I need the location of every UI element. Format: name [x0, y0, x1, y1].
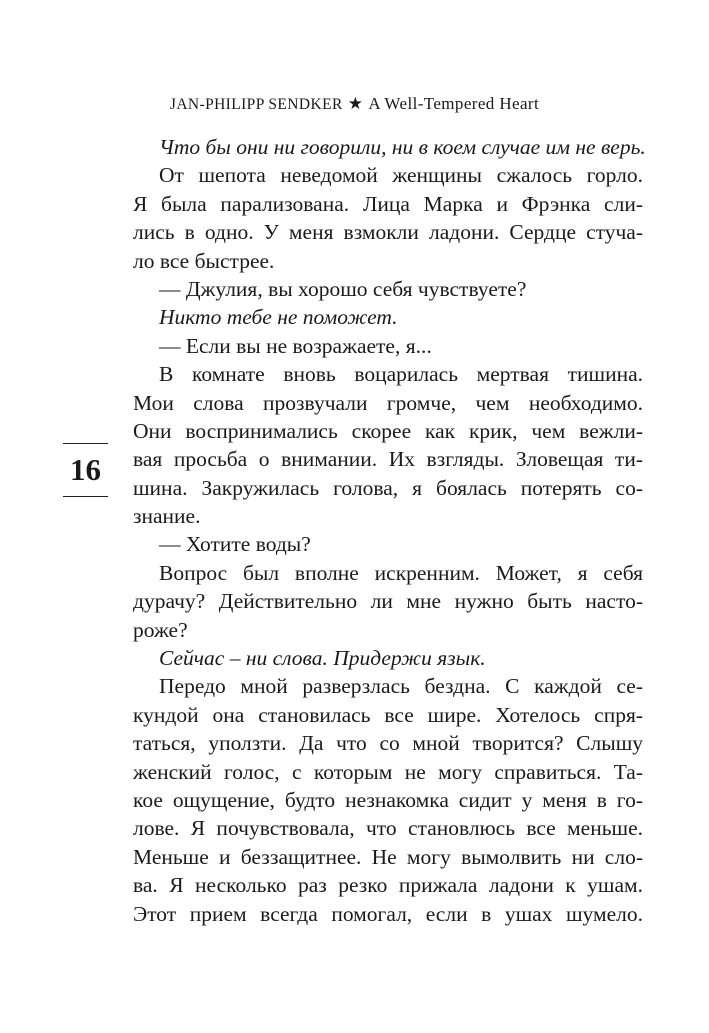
text-line: Я была парализована. Лица Марка и Фрэнка сли- [133, 191, 643, 216]
text-line: кундой она становилась все шире. Хотелось спря- [133, 702, 643, 727]
body-text [133, 133, 646, 928]
text-line: Они воспринимались скорее как крик, чем вежли- [133, 418, 643, 443]
star-icon: ★ [347, 94, 364, 113]
text-line: Никто тебе не поможет. [159, 305, 398, 330]
text-line: дурачу? Действительно ли мне нужно быть насто- [133, 589, 643, 614]
text-line: Меньше и беззащитнее. Не могу вымолвить ни сло- [133, 844, 643, 869]
text-line: таться, уползти. Да что со мной творится? Слышу [133, 731, 643, 756]
text-line: лове. Я почувствовала, что становлюсь все меньше. [133, 816, 643, 841]
text-line: лись в одно. У меня взмокли ладони. Сердце стуча- [133, 220, 643, 245]
text-line: ва. Я несколько раз резко прижала ладони к ушам. [133, 873, 643, 898]
page-number-block [63, 443, 108, 497]
text-line: Этот прием всегда помогал, если в ушах шумело. [133, 901, 643, 926]
text-line: ло все быстрее. [133, 248, 275, 273]
text-line: Что бы они ни говорили, ни в коем случае им не верь. [159, 135, 646, 159]
text-line: роже? [133, 617, 188, 642]
running-head [0, 92, 709, 117]
text-line: знание. [133, 504, 201, 529]
text-line: вая просьба о внимании. Их взгляды. Зловещая ти- [133, 447, 643, 472]
text-line: В комнате вновь воцарилась мертвая тишина. [159, 362, 643, 387]
page-number: 16 [70, 452, 101, 487]
text-line: шина. Закружилась голова, я боялась потерять со- [133, 475, 643, 500]
text-line: женский голос, с которым не могу справиться. Та- [133, 759, 643, 784]
text-line: Сейчас – ни слова. Придержи язык. [159, 646, 486, 671]
text-line: Передо мной разверзлась бездна. С каждой се- [159, 674, 643, 699]
text-line: — Джулия, вы хорошо себя чувствуете? [159, 276, 527, 301]
text-line: Мои слова прозвучали громче, чем необходимо. [133, 390, 643, 415]
running-head-author: JAN-PHILIPP SENDKER [169, 96, 343, 113]
text-line: кое ощущение, будто незнакомка сидит у меня в го- [133, 787, 643, 812]
text-line: — Если вы не возражаете, я... [159, 333, 432, 358]
running-head-title: A Well-Tempered Heart [368, 94, 540, 113]
text-line: Вопрос был вполне искренним. Может, я себя [159, 560, 643, 585]
text-line: — Хотите воды? [159, 532, 311, 557]
text-line: От шепота неведомой женщины сжалось горло. [159, 163, 643, 188]
